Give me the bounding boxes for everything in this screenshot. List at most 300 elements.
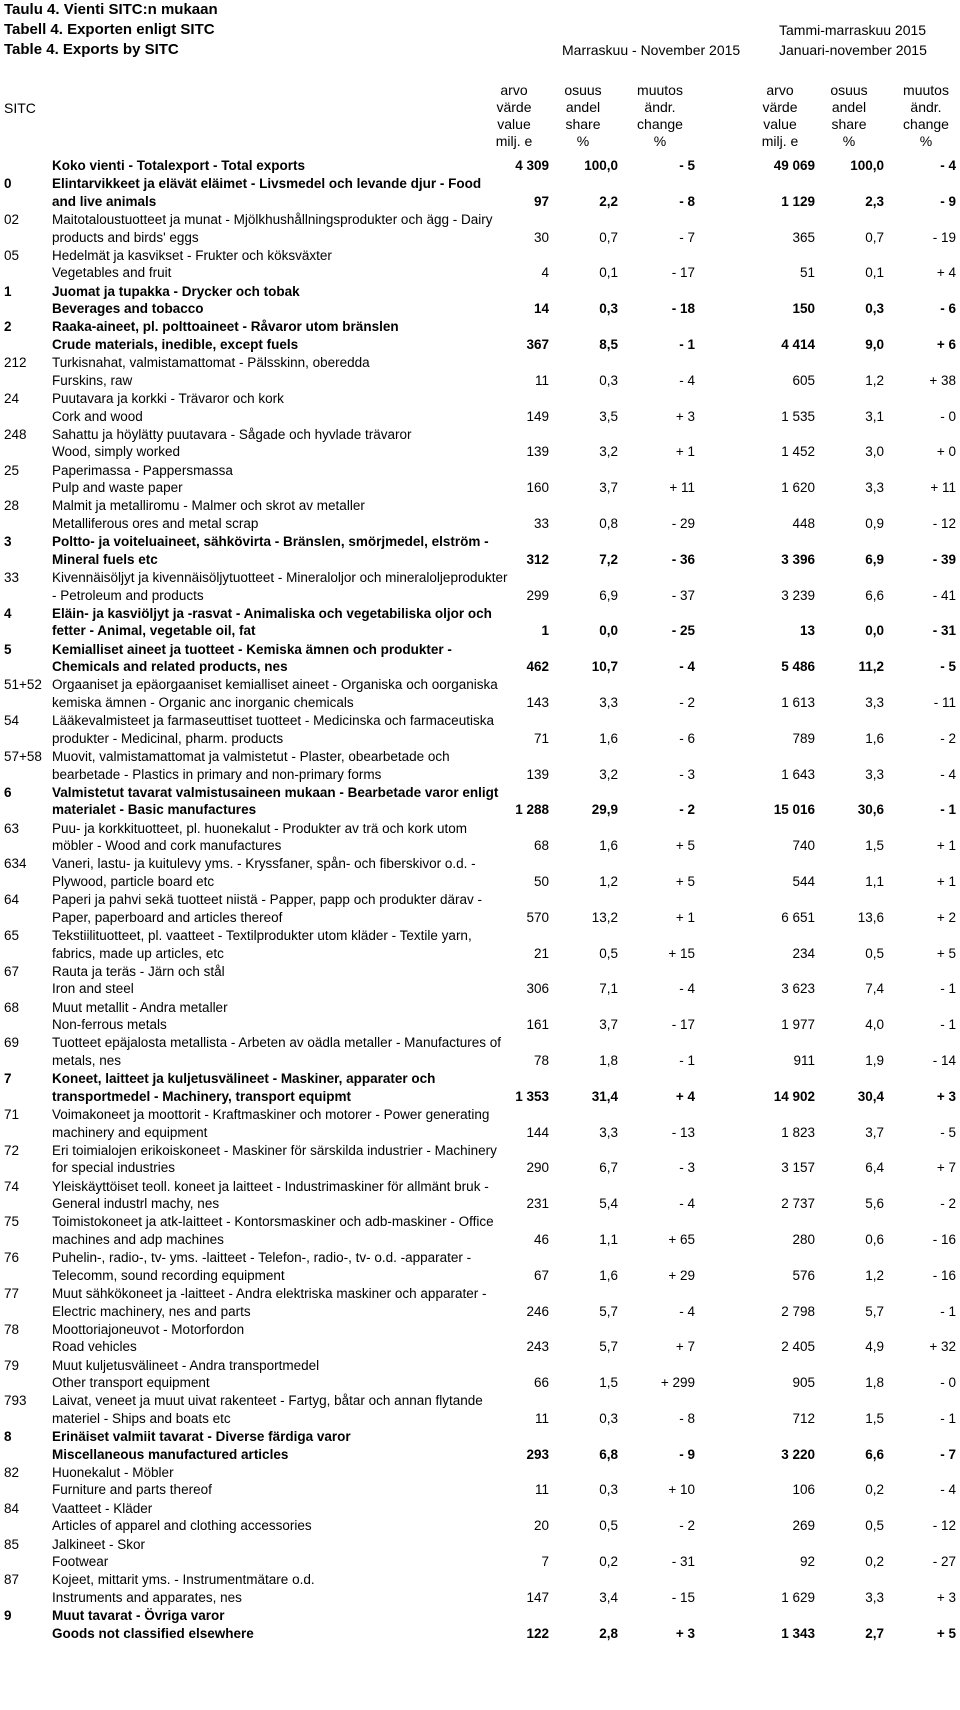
title-en: Table 4. Exports by SITC: [4, 41, 179, 58]
row-label: [52, 318, 532, 353]
cell-value: 3 396: [781, 551, 815, 567]
row-label-line: Yleiskäyttöiset teoll. koneet ja laitteet - Industrimaskiner för allmänt bruk -: [52, 1178, 489, 1194]
title-line-fi: [4, 0, 956, 20]
row-label: [52, 748, 532, 783]
sitc-code: 1: [4, 283, 12, 299]
table-row: [4, 676, 956, 712]
cell-value: - 12: [932, 1518, 956, 1534]
row-label: [52, 211, 532, 246]
cell-value: - 2: [940, 730, 956, 746]
cell-value: 160: [526, 480, 549, 496]
column-header: [886, 82, 960, 150]
sitc-code: 79: [4, 1357, 20, 1373]
sitc-code: 57+58: [4, 749, 42, 765]
row-label-line: Puutavara ja korkki - Trävaror och kork: [52, 391, 284, 407]
row-label-line: Vegetables and fruit: [52, 265, 172, 281]
cell-value: 0,3: [599, 1482, 618, 1498]
sitc-code: 69: [4, 1035, 20, 1051]
cell-value: 14 902: [773, 1088, 815, 1104]
column-header-line: osuus: [564, 82, 602, 98]
cell-value: 5,6: [865, 1196, 884, 1212]
table-row: [4, 211, 956, 247]
column-header-line: milj. e: [761, 133, 799, 149]
cell-value: - 4: [679, 1303, 695, 1319]
cell-value: 6,6: [865, 1446, 884, 1462]
cell-value: + 5: [675, 873, 695, 889]
cell-value: 6,6: [865, 587, 884, 603]
cell-value: - 31: [932, 623, 956, 639]
cell-value: 1,2: [599, 873, 618, 889]
cell-value: + 0: [936, 444, 956, 460]
column-header-line: värde: [762, 99, 798, 115]
row-label-line: materialet - Basic manufactures: [52, 802, 257, 818]
cell-value: 6,9: [865, 551, 884, 567]
cell-value: 789: [792, 730, 815, 746]
cell-value: 1,1: [865, 873, 884, 889]
row-label-line: Instruments and apparates, nes: [52, 1589, 242, 1605]
cell-value: + 10: [668, 1482, 695, 1498]
cell-value: 3,7: [599, 480, 618, 496]
cell-value: + 3: [675, 1625, 695, 1641]
row-label-line: Laivat, veneet ja muut uivat rakenteet - Fartyg, båtar och annan flytande: [52, 1393, 483, 1409]
table-row: [4, 569, 956, 605]
row-label-line: transportmedel - Machinery, transport equipmt: [52, 1088, 352, 1104]
table-row: [4, 1070, 956, 1106]
row-label-line: Chemicals and related products, nes: [52, 659, 288, 675]
cell-value: - 1: [679, 336, 695, 352]
cell-value: 11,2: [858, 659, 884, 675]
cell-value: 147: [526, 1589, 549, 1605]
cell-value: 3,3: [865, 766, 884, 782]
cell-value: 299: [526, 587, 549, 603]
row-label-line: Toimistokoneet ja atk-laitteet - Kontorsmaskiner och adb-maskiner - Office: [52, 1214, 494, 1230]
row-label-line: Kojeet, mittarit yms. - Instrumentmätare o.d.: [52, 1572, 315, 1588]
cell-value: 3,3: [599, 694, 618, 710]
row-label-line: Puu- ja korkkituotteet, pl. huonekalut - Produkter av trä och kork utom: [52, 820, 467, 836]
row-label-line: Paperi ja pahvi sekä tuotteet niistä - Papper, papp och produkter därav -: [52, 892, 483, 908]
cell-value: - 4: [940, 766, 956, 782]
cell-value: 30: [533, 229, 549, 245]
table-row: [4, 426, 956, 462]
column-header-line: muutos: [903, 82, 949, 98]
cell-value: 1 643: [781, 766, 815, 782]
cell-value: 1 129: [781, 193, 815, 209]
cell-value: 0,5: [599, 1518, 618, 1534]
cell-value: 576: [792, 1267, 815, 1283]
cell-value: 1,2: [865, 1267, 884, 1283]
cell-value: 3,5: [599, 408, 618, 424]
row-label-line: Electric machinery, nes and parts: [52, 1303, 251, 1319]
cell-value: - 37: [671, 587, 695, 603]
cell-value: 5,7: [865, 1303, 884, 1319]
sitc-code: 71: [4, 1107, 20, 1123]
row-label-line: Muut kuljetusvälineet - Andra transportmedel: [52, 1357, 320, 1373]
cell-value: 462: [526, 659, 549, 675]
row-label-line: machinery and equipment: [52, 1124, 208, 1140]
cell-value: 1,5: [865, 838, 884, 854]
row-label: [52, 247, 532, 282]
row-label-line: fabrics, made up articles, etc: [52, 945, 224, 961]
row-label: [52, 569, 532, 604]
cell-value: + 3: [936, 1088, 956, 1104]
row-label: [52, 999, 532, 1034]
row-label-line: Poltto- ja voiteluaineet, sähkövirta - Bränslen, smörjmedel, elström -: [52, 534, 489, 550]
cell-value: 6,9: [599, 587, 618, 603]
row-label-line: Articles of apparel and clothing accessories: [52, 1518, 312, 1534]
cell-value: 144: [526, 1124, 549, 1140]
cell-value: - 0: [940, 1375, 956, 1391]
row-label: [52, 175, 532, 210]
cell-value: 0,8: [599, 515, 618, 531]
table-row: [4, 1213, 956, 1249]
table-row: [4, 1249, 956, 1285]
column-header-line: change: [903, 116, 949, 132]
cell-value: 100,0: [584, 158, 618, 173]
row-label: [52, 820, 532, 855]
row-label: [52, 497, 532, 532]
table-row: [4, 712, 956, 748]
sitc-code: 2: [4, 319, 12, 335]
cell-value: 7: [541, 1554, 549, 1570]
cell-value: + 29: [668, 1267, 695, 1283]
cell-value: 246: [526, 1303, 549, 1319]
table-row: [4, 1034, 956, 1070]
cell-value: 5,7: [599, 1303, 618, 1319]
cell-value: 46: [533, 1231, 549, 1247]
cell-value: - 7: [679, 229, 695, 245]
row-label-line: Muut tavarat - Övriga varor: [52, 1608, 225, 1624]
cell-value: - 1: [940, 1017, 956, 1033]
table-row: [4, 891, 956, 927]
row-label-line: Huonekalut - Möbler: [52, 1464, 174, 1480]
cell-value: 50: [533, 873, 549, 889]
cell-value: 3 239: [781, 587, 815, 603]
table-row: [4, 641, 956, 677]
sitc-code: 6: [4, 784, 12, 800]
cell-value: 1,8: [599, 1052, 618, 1068]
cell-value: 243: [526, 1339, 549, 1355]
table-row: [4, 1500, 956, 1536]
cell-value: - 17: [671, 265, 695, 281]
row-label-line: Telecomm, sound recording equipment: [52, 1267, 285, 1283]
cell-value: - 0: [940, 408, 956, 424]
cell-value: 1 629: [781, 1589, 815, 1605]
cell-value: 13,2: [591, 909, 618, 925]
row-label-line: Pulp and waste paper: [52, 480, 183, 496]
cell-value: + 5: [936, 1625, 956, 1641]
cell-value: - 5: [679, 158, 695, 173]
row-label-line: Moottoriajoneuvot - Motorfordon: [52, 1321, 245, 1337]
cell-value: + 11: [930, 480, 956, 496]
row-label-line: Kemialliset aineet ja tuotteet - Kemiska ämnen och produkter -: [52, 641, 452, 657]
row-label: [52, 712, 532, 747]
cell-value: 3,2: [599, 766, 618, 782]
sitc-code: 72: [4, 1142, 20, 1158]
cell-value: 3 623: [781, 981, 815, 997]
cell-value: 2,2: [599, 193, 618, 209]
cell-value: - 5: [940, 1124, 956, 1140]
cell-value: - 2: [679, 1518, 695, 1534]
cell-value: - 3: [679, 766, 695, 782]
cell-value: 143: [526, 694, 549, 710]
cell-value: 6 651: [781, 909, 815, 925]
cell-value: 4,0: [865, 1017, 884, 1033]
cell-value: 1,6: [599, 838, 618, 854]
table-row: [4, 1178, 956, 1214]
cell-value: - 1: [940, 1410, 956, 1426]
table-row: [4, 748, 956, 784]
cell-value: 231: [526, 1196, 549, 1212]
cell-value: 122: [526, 1625, 549, 1641]
cell-value: 4,9: [865, 1339, 884, 1355]
title-block: [4, 0, 956, 60]
row-label: [52, 533, 532, 568]
cell-value: - 14: [932, 1052, 956, 1068]
cell-value: + 65: [668, 1231, 695, 1247]
period-month: Marraskuu - November 2015: [562, 42, 741, 58]
cell-value: + 1: [675, 909, 695, 925]
cell-value: 1 343: [781, 1625, 815, 1641]
cell-value: - 2: [679, 802, 695, 818]
cell-value: - 19: [932, 229, 956, 245]
cell-value: 7,2: [599, 551, 618, 567]
cell-value: + 11: [669, 480, 695, 496]
data-table: [4, 157, 956, 1643]
row-label-line: Elintarvikkeet ja elävät eläimet - Livsmedel och levande djur - Food: [52, 176, 482, 192]
sitc-code: 82: [4, 1464, 20, 1480]
period-cumulative-sv: Januari-november 2015: [779, 42, 927, 58]
cell-value: 269: [792, 1518, 815, 1534]
cell-value: 911: [793, 1052, 815, 1068]
cell-value: 293: [526, 1446, 549, 1462]
cell-value: 11: [534, 1482, 549, 1498]
column-header-line: %: [919, 133, 933, 149]
sitc-header: SITC: [4, 100, 36, 116]
cell-value: + 7: [936, 1160, 956, 1176]
table-row: [4, 1106, 956, 1142]
cell-value: 1 535: [781, 408, 815, 424]
cell-value: - 1: [940, 802, 956, 818]
table-row: [4, 1321, 956, 1357]
table-row: [4, 605, 956, 641]
cell-value: - 4: [940, 158, 956, 173]
row-label-line: Voimakoneet ja moottorit - Kraftmaskiner och motorer - Power generating: [52, 1107, 490, 1123]
sitc-code: 9: [4, 1608, 12, 1624]
column-header-line: share: [831, 116, 867, 132]
row-label: [52, 1607, 532, 1642]
cell-value: - 9: [940, 193, 956, 209]
cell-value: - 2: [940, 1196, 956, 1212]
row-label-line: Valmistetut tavarat valmistusaineen mukaan - Bearbetade varor enligt: [52, 784, 499, 800]
row-label-line: Paperimassa - Pappersmassa: [52, 462, 233, 478]
column-header-line: milj. e: [495, 133, 533, 149]
cell-value: 1 353: [515, 1088, 549, 1104]
cell-value: 14: [533, 301, 549, 317]
column-header-line: andel: [565, 99, 601, 115]
cell-value: 712: [792, 1410, 815, 1426]
sitc-code: 5: [4, 641, 12, 657]
cell-value: 3,1: [865, 408, 884, 424]
cell-value: 31,4: [591, 1088, 618, 1104]
row-label: [52, 462, 532, 497]
cell-value: 1,5: [599, 1375, 618, 1391]
row-label-line: kemiska ämnen - Organic anc inorganic chemicals: [52, 694, 354, 710]
cell-value: + 1: [936, 838, 956, 854]
row-label-line: Kivennäisöljyt ja kivennäisöljytuotteet - Mineraloljor och mineraloljeprodukter: [52, 570, 508, 586]
row-label-line: Furniture and parts thereof: [52, 1482, 212, 1498]
row-label-line: Road vehicles: [52, 1339, 137, 1355]
cell-value: 3,7: [865, 1124, 884, 1140]
cell-value: 1,6: [599, 730, 618, 746]
sitc-code: 634: [4, 856, 27, 872]
row-label: [52, 1213, 532, 1248]
cell-value: 605: [792, 372, 815, 388]
row-label: [52, 963, 532, 998]
row-label-line: Paper, paperboard and articles thereof: [52, 909, 283, 925]
cell-value: 365: [792, 229, 815, 245]
cell-value: - 3: [679, 1160, 695, 1176]
cell-value: 3 157: [781, 1160, 815, 1176]
cell-value: 0,3: [599, 1410, 618, 1426]
table-row: [4, 497, 956, 533]
cell-value: 5,7: [599, 1339, 618, 1355]
cell-value: 570: [526, 909, 549, 925]
row-label-line: Miscellaneous manufactured articles: [52, 1446, 289, 1462]
row-label-line: produkter - Medicinal, pharm. products: [52, 730, 284, 746]
cell-value: 740: [792, 838, 815, 854]
cell-value: 0,3: [599, 301, 618, 317]
row-label-line: Cork and wood: [52, 408, 143, 424]
cell-value: 234: [792, 945, 815, 961]
row-label-line: Crude materials, inedible, except fuels: [52, 336, 299, 352]
row-label-line: Koko vienti - Totalexport - Total exports: [52, 158, 306, 173]
cell-value: 905: [792, 1375, 815, 1391]
row-label-line: and live animals: [52, 193, 157, 209]
cell-value: 280: [792, 1231, 815, 1247]
row-label-line: Muut sähkökoneet ja -laitteet - Andra elektriska maskiner och apparater -: [52, 1286, 487, 1301]
cell-value: - 36: [671, 551, 695, 567]
row-label: [52, 1142, 532, 1177]
table-row: [4, 283, 956, 319]
row-label-line: Iron and steel: [52, 981, 134, 997]
cell-value: + 5: [936, 945, 956, 961]
cell-value: 544: [792, 873, 815, 889]
row-label: [52, 1428, 532, 1463]
sitc-code: 78: [4, 1321, 20, 1337]
cell-value: 0,2: [599, 1554, 618, 1570]
cell-value: 7,4: [865, 981, 884, 997]
cell-value: + 4: [675, 1088, 695, 1104]
sitc-code: 8: [4, 1429, 12, 1445]
column-header-line: %: [653, 133, 667, 149]
cell-value: + 2: [936, 909, 956, 925]
column-header-line: change: [637, 116, 683, 132]
cell-value: 78: [533, 1052, 549, 1068]
cell-value: - 27: [932, 1554, 956, 1570]
cell-value: 13,6: [857, 909, 884, 925]
row-label: [52, 1357, 532, 1392]
cell-value: - 41: [932, 587, 956, 603]
row-label-line: - Petroleum and products: [52, 587, 204, 603]
cell-value: - 12: [932, 515, 956, 531]
cell-value: 11: [534, 1410, 549, 1426]
row-label: [52, 1464, 532, 1499]
sitc-code: 64: [4, 892, 20, 908]
cell-value: 2,7: [865, 1625, 884, 1641]
cell-value: - 4: [679, 1196, 695, 1212]
row-label-line: Lääkevalmisteet ja farmaseuttiset tuotteet - Medicinska och farmaceutiska: [52, 713, 494, 729]
row-label-line: Koneet, laitteet ja kuljetusvälineet - Maskiner, apparater och: [52, 1071, 436, 1087]
cell-value: 10,7: [591, 659, 618, 675]
cell-value: - 1: [940, 1303, 956, 1319]
row-label: [52, 1249, 532, 1284]
cell-value: 161: [526, 1017, 549, 1033]
row-label-line: Metalliferous ores and metal scrap: [52, 515, 259, 531]
cell-value: - 39: [932, 551, 956, 567]
row-label-line: Hedelmät ja kasvikset - Frukter och köksväxter: [52, 247, 332, 263]
cell-value: + 38: [929, 372, 956, 388]
row-label: [52, 426, 532, 461]
cell-value: - 13: [671, 1124, 695, 1140]
cell-value: + 32: [929, 1339, 956, 1355]
table-row: [4, 175, 956, 211]
cell-value: 1 823: [781, 1124, 815, 1140]
column-header-line: muutos: [637, 82, 683, 98]
row-label: [52, 1285, 532, 1320]
row-label-line: Maitotaloustuotteet ja munat - Mjölkhushållningsprodukter och ägg - Dairy: [52, 212, 493, 228]
row-label: [52, 354, 532, 389]
table-row: [4, 1607, 956, 1643]
column-header-line: andel: [831, 99, 867, 115]
cell-value: 97: [533, 193, 549, 209]
cell-value: 306: [526, 981, 549, 997]
cell-value: 139: [526, 766, 549, 782]
row-label-line: Goods not classified elsewhere: [52, 1625, 254, 1641]
column-header-line: %: [576, 133, 590, 149]
row-label-line: fetter - Animal, vegetable oil, fat: [52, 623, 256, 639]
cell-value: 9,0: [865, 336, 884, 352]
row-label-line: Eri toimialojen erikoiskoneet - Maskiner för särskilda industrier - Machinery: [52, 1142, 497, 1158]
sitc-code: 75: [4, 1214, 20, 1230]
table-row: [4, 820, 956, 856]
cell-value: - 5: [940, 659, 956, 675]
sitc-code: 33: [4, 570, 20, 586]
title-line-en: [4, 40, 956, 60]
cell-value: 15 016: [773, 802, 815, 818]
row-label: [52, 1034, 532, 1069]
cell-value: 448: [792, 515, 815, 531]
cell-value: 1 288: [515, 802, 549, 818]
cell-value: 1,1: [599, 1231, 618, 1247]
cell-value: 68: [533, 838, 549, 854]
cell-value: 3,3: [599, 1124, 618, 1140]
sitc-code: 25: [4, 462, 20, 478]
cell-value: + 3: [675, 408, 695, 424]
cell-value: 0,0: [865, 623, 884, 639]
sitc-code: 67: [4, 963, 20, 979]
cell-value: 4 309: [515, 158, 549, 173]
cell-value: 1 613: [781, 694, 815, 710]
cell-value: - 6: [679, 730, 695, 746]
cell-value: 6,4: [865, 1160, 884, 1176]
cell-value: 13: [799, 623, 815, 639]
column-header: [543, 82, 623, 150]
row-label-line: Vaatteet - Kläder: [52, 1500, 153, 1516]
cell-value: 0,6: [865, 1231, 884, 1247]
cell-value: 139: [526, 444, 549, 460]
table-row: [4, 1392, 956, 1428]
cell-value: - 16: [932, 1231, 956, 1247]
